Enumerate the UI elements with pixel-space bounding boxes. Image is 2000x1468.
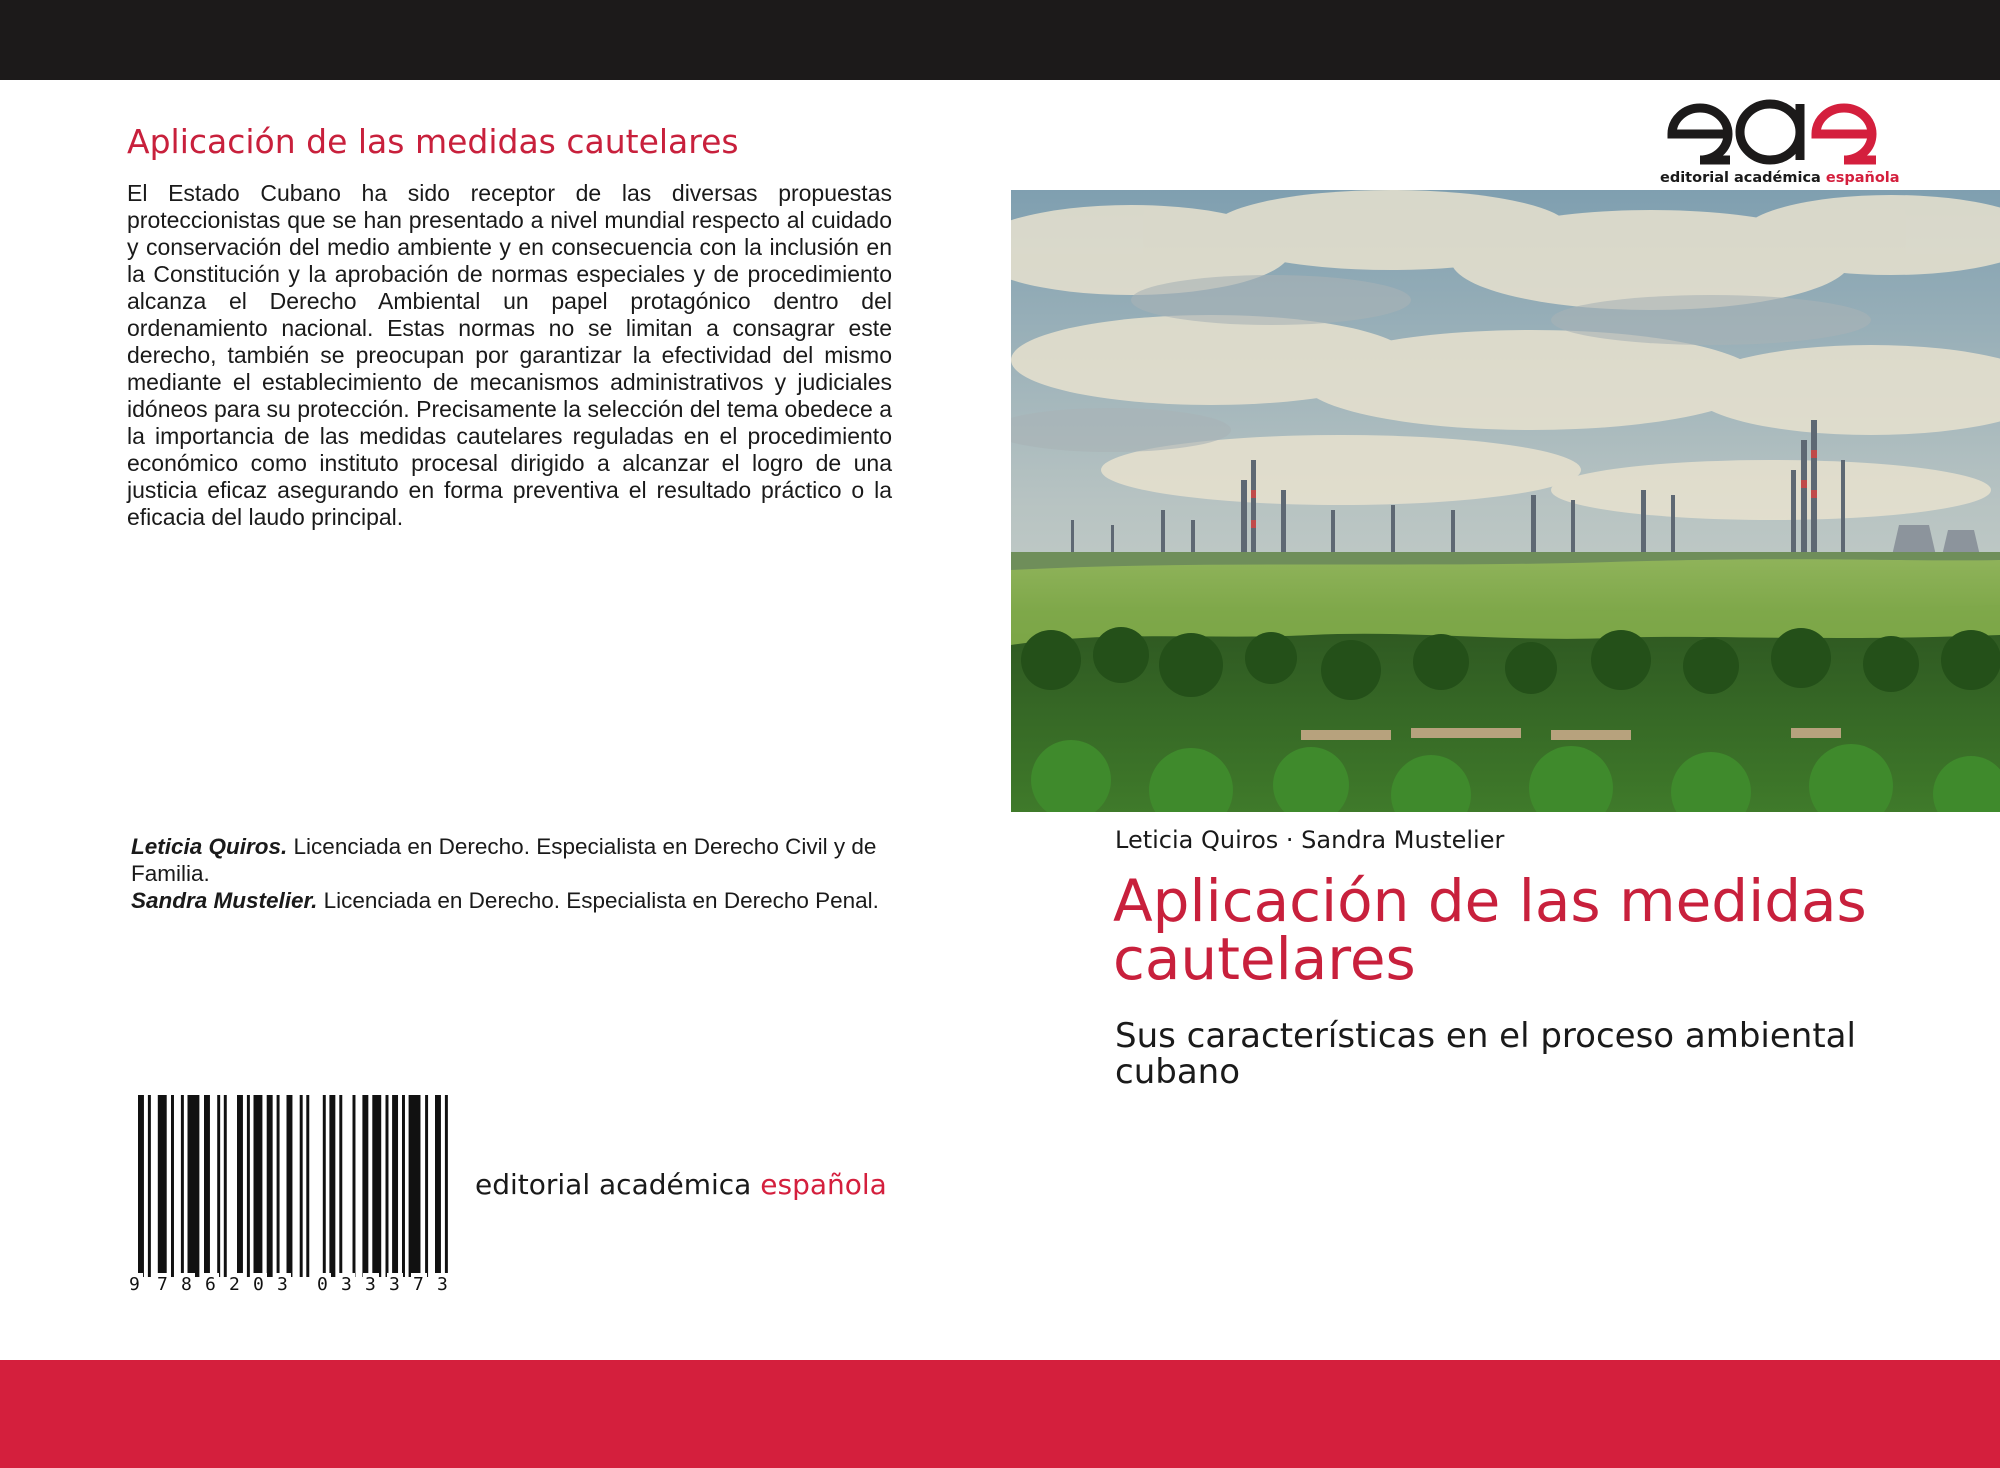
logo-caption-red: española [1825,170,1900,186]
barcode-digit: 3 [341,1274,352,1293]
barcode-bar [237,1095,243,1277]
barcode-digit: 3 [437,1274,448,1293]
barcode-bar [287,1095,293,1277]
front-cover-authors: Leticia Quiros · Sandra Mustelier [1115,826,1505,854]
cover-photo [1011,190,2000,812]
front-cover-title: Aplicación de las medidas cautelares [1113,867,1867,993]
barcode-bar [425,1095,428,1277]
barcode-bar [148,1095,151,1277]
barcode-bar [267,1095,273,1277]
barcode-bar [138,1095,144,1277]
barcode-bar [445,1095,448,1277]
barcode-bar [306,1095,309,1277]
barcode-bar [158,1095,167,1277]
barcode-bar [353,1095,356,1277]
barcode-bar [402,1095,405,1277]
author-bio [131,833,891,887]
barcode-digit: 3 [277,1274,288,1293]
barcode-bar [247,1095,250,1277]
barcode-digit: 3 [389,1274,400,1293]
publisher-name [475,1168,887,1201]
barcode-bar [339,1095,342,1277]
author-bios [131,833,891,914]
barcode-bar [386,1095,389,1277]
author-bio-text: Licenciada en Derecho. Especialista en Derecho Penal. [317,888,879,913]
barcode-bar [435,1095,441,1277]
barcode-bar [409,1095,421,1277]
author-bio-name: Sandra Mustelier. [131,888,318,913]
barcode-digit: 9 [129,1274,140,1293]
author-bio-text: Licenciada en Derecho. Especialista en Derecho Civil y de Familia. [131,834,877,886]
back-cover-blurb: El Estado Cubano ha sido receptor de las diversas propuestas proteccionistas que se han presentado a nivel mundial respecto al cuidado y conservación del medio ambiente y en consecuencia con la inclusión en la Constitución y la aprobación de normas especiales y de procedimiento alcanza el Derecho Ambiental un papel protagónico dentro del ordenamiento nacional. Estas normas no se limitan a consagrar este derecho, también se preocupan por garantizar la efectividad del mismo mediante el establecimiento de mecanismos administrativos y judiciales idóneos para su protección. Precisamente la selección del tema obedece a la importancia de las medidas cautelares reguladas en el procedimiento económico como instituto procesal dirigido a alcanzar el logro de una justicia eficaz asegurando en forma preventiva el resultado práctico o la eficacia del laudo principal. [127,180,892,530]
barcode-bar [277,1095,280,1277]
barcode-digit: 3 [365,1274,376,1293]
author-bio-name: Leticia Quiros. [131,834,288,859]
barcode-bar [392,1095,398,1277]
bottom-red-band [0,1360,2000,1468]
barcode-bar [217,1095,220,1277]
barcode-bar [323,1095,326,1277]
publisher-name-red: española [760,1168,887,1201]
isbn-barcode [125,1093,460,1293]
barcode-digit: 7 [413,1274,424,1293]
logo-caption [1660,170,1900,186]
barcode-digit: 0 [253,1274,264,1293]
barcode-bar [171,1095,174,1277]
industrial-landscape-photo-icon [1011,190,2000,812]
barcode-bar [188,1095,200,1277]
barcode-digit: 7 [157,1274,168,1293]
barcode-bar [362,1095,368,1277]
barcode-digit: 8 [181,1274,192,1293]
top-dark-band [0,0,2000,80]
front-cover-subtitle: Sus características en el proceso ambiental cubano [1115,1016,1856,1092]
barcode-bar [300,1095,303,1277]
barcode-digit: 0 [317,1274,328,1293]
barcode-bar [254,1095,263,1277]
author-bio [131,887,891,914]
barcode-digit: 6 [205,1274,216,1293]
barcode-bar [204,1095,210,1277]
back-cover-title: Aplicación de las medidas cautelares [127,122,739,161]
publisher-name-dark: editorial académica [475,1168,761,1201]
barcode-icon [125,1093,460,1293]
barcode-digit: 2 [229,1274,240,1293]
barcode-bar [329,1095,335,1277]
logo-caption-dark: editorial académica [1660,170,1826,186]
barcode-bar [224,1095,227,1277]
barcode-bar [372,1095,381,1277]
barcode-bar [181,1095,184,1277]
